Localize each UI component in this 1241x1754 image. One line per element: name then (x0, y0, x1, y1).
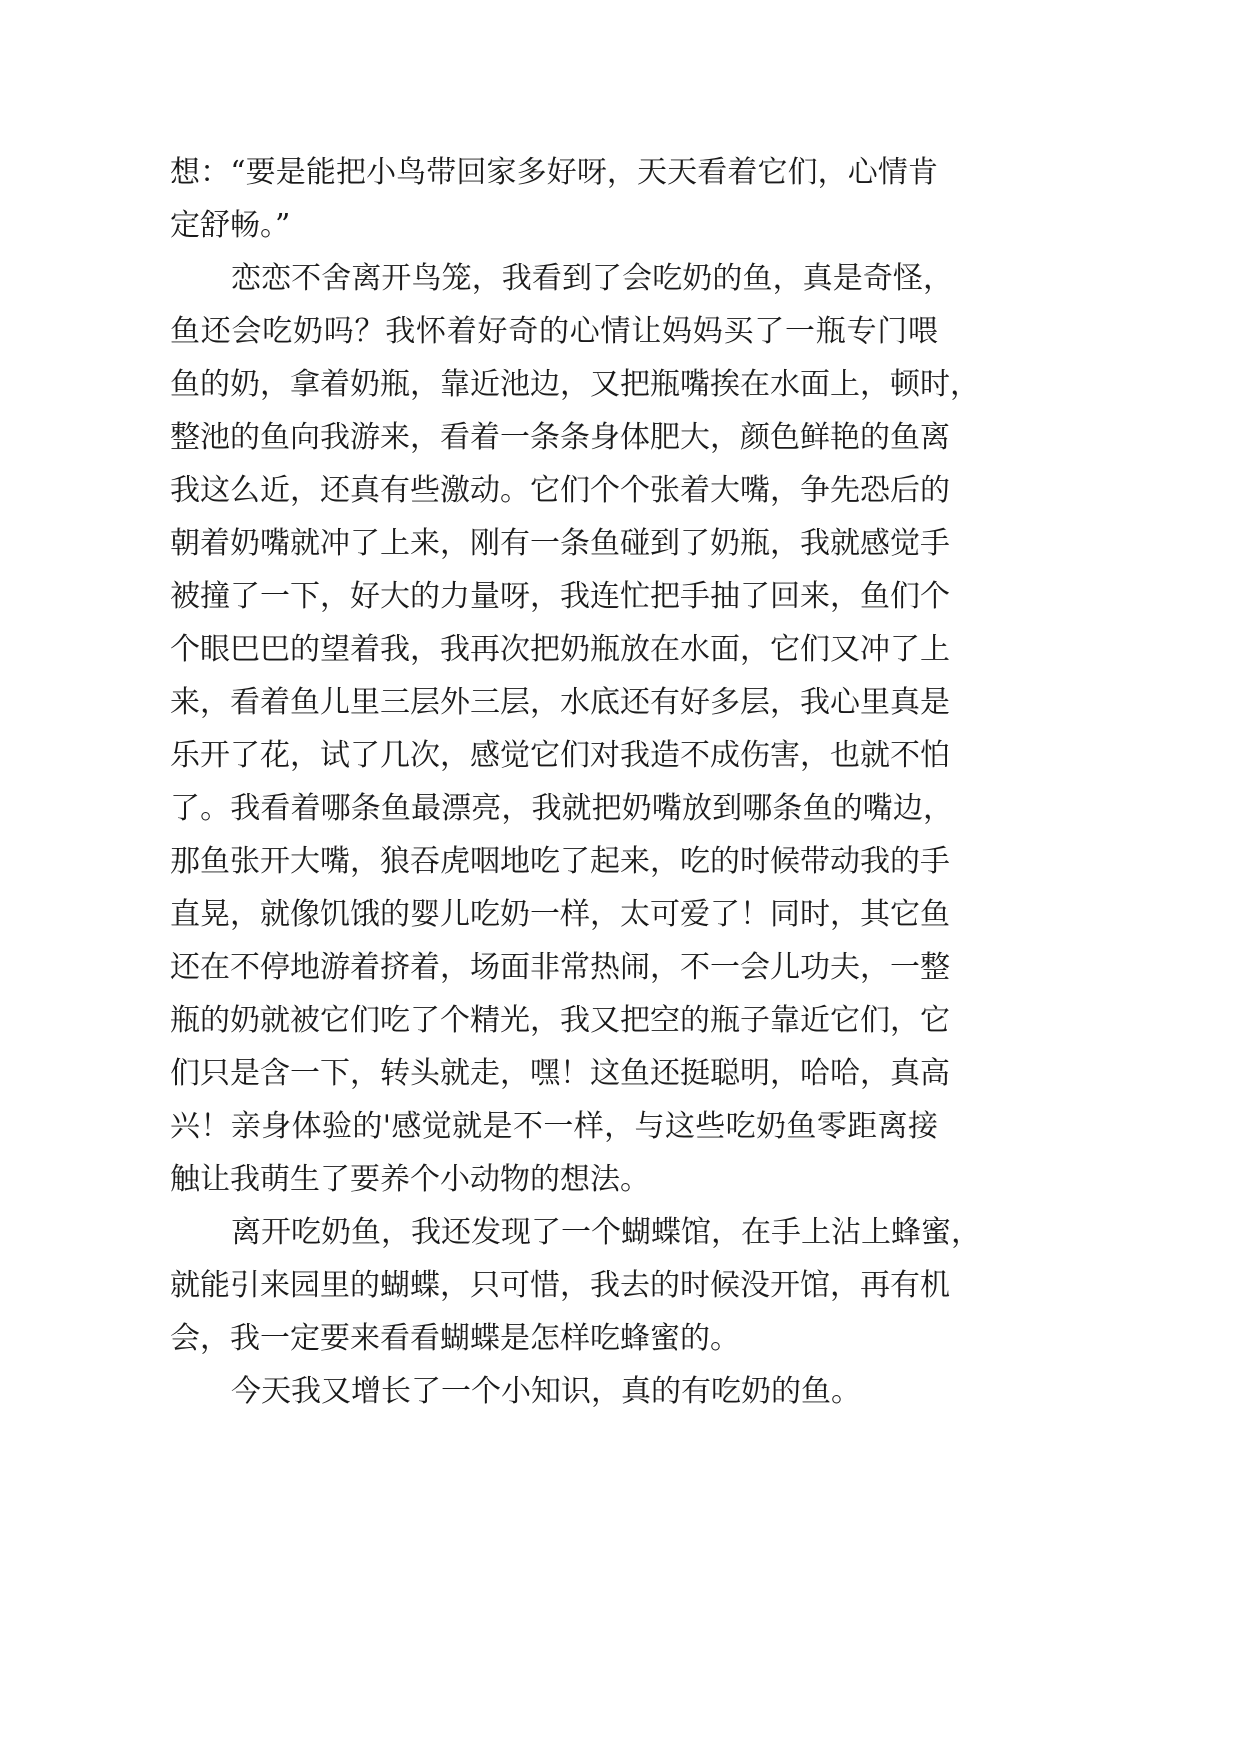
text-line: 朝着奶嘴就冲了上来，刚有一条鱼碰到了奶瓶，我就感觉手 (170, 526, 950, 561)
text-line: 定舒畅。” (170, 208, 291, 243)
text-line: 触让我萌生了要养个小动物的想法。 (170, 1162, 650, 1197)
text-line: 整池的鱼向我游来，看着一条条身体肥大，颜色鲜艳的鱼离 (170, 420, 950, 455)
text-line: 那鱼张开大嘴，狼吞虎咽地吃了起来，吃的时候带动我的手 (170, 844, 950, 879)
text-line: 们只是含一下，转头就走，嘿！这鱼还挺聪明，哈哈，真高 (170, 1056, 950, 1091)
text-line: 恋恋不舍离开鸟笼，我看到了会吃奶的鱼，真是奇怪， (231, 261, 953, 296)
text-line: 来，看着鱼儿里三层外三层，水底还有好多层，我心里真是 (170, 685, 950, 720)
text-line: 瓶的奶就被它们吃了个精光，我又把空的瓶子靠近它们，它 (170, 1003, 950, 1038)
text-line: 鱼还会吃奶吗？我怀着好奇的心情让妈妈买了一瓶专门喂 (170, 314, 938, 349)
text-line: 鱼的奶，拿着奶瓶，靠近池边，又把瓶嘴挨在水面上，顿时， (170, 367, 980, 402)
text-line: 离开吃奶鱼，我还发现了一个蝴蝶馆，在手上沾上蜂蜜， (231, 1215, 981, 1250)
text-line: 被撞了一下，好大的力量呀，我连忙把手抽了回来，鱼们个 (170, 579, 950, 614)
text-line: 我这么近，还真有些激动。它们个个张着大嘴，争先恐后的 (170, 473, 950, 508)
text-line: 想：“要是能把小鸟带回家多好呀，天天看着它们，心情肯 (170, 155, 938, 190)
text-line: 还在不停地游着挤着，场面非常热闹，不一会儿功夫，一整 (170, 950, 950, 985)
text-line: 个眼巴巴的望着我，我再次把奶瓶放在水面，它们又冲了上 (170, 632, 950, 667)
text-line: 就能引来园里的蝴蝶，只可惜，我去的时候没开馆，再有机 (170, 1268, 950, 1303)
text-line: 兴！亲身体验的'感觉就是不一样，与这些吃奶鱼零距离接 (170, 1109, 938, 1144)
text-line: 直晃，就像饥饿的婴儿吃奶一样，太可爱了！同时，其它鱼 (170, 897, 950, 932)
text-line: 会，我一定要来看看蝴蝶是怎样吃蜂蜜的。 (170, 1321, 740, 1356)
text-line: 了。我看着哪条鱼最漂亮，我就把奶嘴放到哪条鱼的嘴边， (170, 791, 953, 826)
text-line: 今天我又增长了一个小知识，真的有吃奶的鱼。 (231, 1374, 861, 1409)
text-line: 乐开了花，试了几次，感觉它们对我造不成伤害，也就不怕 (170, 738, 950, 773)
